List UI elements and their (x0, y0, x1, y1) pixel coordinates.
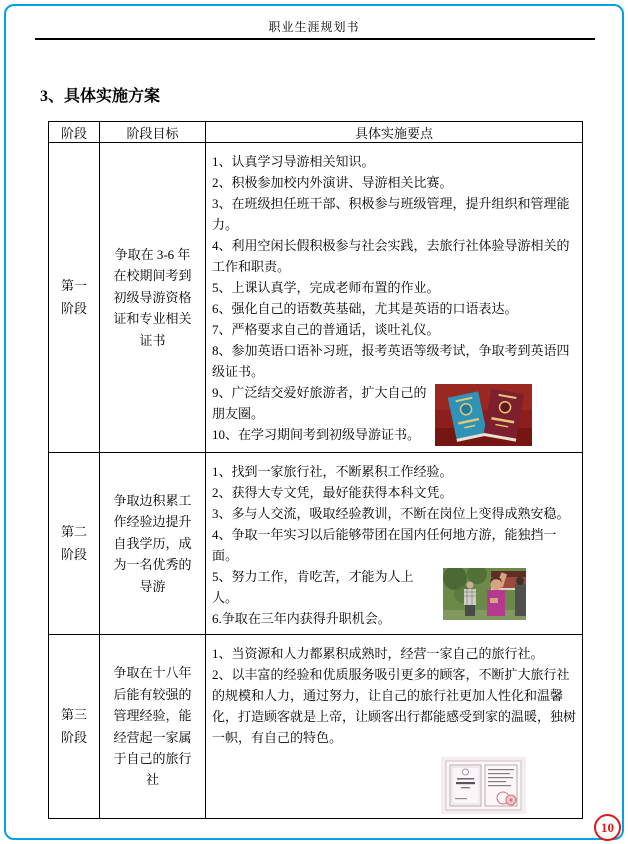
plan-point: 3、在班级担任班干部、积极参与班级管理，提升组织和管理能力。 (212, 196, 570, 232)
stage-label: 第一阶段 (60, 278, 87, 316)
plan-point: 3、多与人交流，吸取经验教训，不断在岗位上变得成熟安稳。 (212, 506, 570, 521)
header-divider-line (35, 38, 595, 40)
points-cell-1 (206, 143, 583, 453)
column-header-points: 具体实施要点 (206, 122, 583, 143)
column-header-goal: 阶段目标 (100, 122, 206, 143)
stage-cell-3 (49, 635, 100, 819)
page-number-badge: 10 (594, 814, 621, 841)
business-license-image (441, 757, 526, 814)
goal-text: 争取边积累工作经验边提升自我学历，成为一名优秀的导游 (113, 492, 192, 594)
plan-point: 2、积极参加校内外演讲、导游相关比赛。 (212, 175, 453, 190)
goal-cell-3 (100, 635, 206, 819)
plan-point: 10、在学习期间考到初级导游证书。 (212, 427, 421, 442)
column-header-stage: 阶段 (49, 122, 100, 143)
points-cell-2 (206, 453, 583, 635)
plan-point: 1、找到一家旅行社，不断累积工作经验。 (212, 464, 453, 479)
plan-point: 1、认真学习导游相关知识。 (212, 154, 375, 169)
certificates-image (435, 384, 532, 446)
goal-text: 争取在十八年后能有较强的管理经验，能经营起一家属于自己的旅行社 (113, 665, 192, 788)
document-header-title: 职业生涯规划书 (268, 20, 360, 34)
goal-cell-1 (100, 143, 206, 453)
plan-point: 1、当资源和人力都累积成熟时，经营一家自己的旅行社。 (212, 646, 544, 661)
stage-cell-2 (49, 453, 100, 635)
stage-cell-1 (49, 143, 100, 453)
table-row (49, 143, 583, 453)
plan-point: 7、严格要求自己的普通话，谈吐礼仪。 (212, 322, 440, 337)
plan-point: 5、努力工作，肯吃苦，才能为人上人。 (212, 569, 414, 605)
points-cell-3 (206, 635, 583, 819)
plan-point: 2、获得大专文凭，最好能获得本科文凭。 (212, 485, 453, 500)
stage-label: 第二阶段 (60, 524, 87, 562)
plan-point: 4、利用空闲长假积极参与社会实践，去旅行社体验导游相关的工作和职责。 (212, 238, 570, 274)
table-row (49, 635, 583, 819)
plan-point: 6、强化自己的语数英基础，尤其是英语的口语表达。 (212, 301, 518, 316)
implementation-plan-table (48, 121, 583, 819)
goal-text: 争取在 3-6 年在校期间考到初级导游资格证和专业相关证书 (113, 246, 192, 348)
section-title: 3、具体实施方案 (40, 88, 161, 105)
plan-point: 9、广泛结交爱好旅游者，扩大自己的朋友圈。 (212, 385, 427, 421)
plan-point: 2、以丰富的经验和优质服务吸引更多的顾客，不断扩大旅行社的规模和人力，通过努力，让自己的旅行社更加人性化和温馨化，打造顾客就是上帝，让顾客出行都能感受到家的温暖，独树一帜，有自己的特色。 (212, 667, 577, 745)
goal-cell-2 (100, 453, 206, 635)
plan-point: 6.争取在三年内获得升职机会。 (212, 611, 391, 626)
stage-label: 第三阶段 (60, 707, 87, 745)
plan-point: 5、上课认真学，完成老师布置的作业。 (212, 280, 440, 295)
plan-point: 8、参加英语口语补习班，报考英语等级考试，争取考到英语四级证书。 (212, 343, 570, 379)
table-row (49, 453, 583, 635)
plan-point: 4、争取一年实习以后能够带团在国内任何地方游，能独挡一面。 (212, 527, 557, 563)
table-header-row (49, 122, 583, 143)
tour-guide-photo (443, 568, 526, 620)
